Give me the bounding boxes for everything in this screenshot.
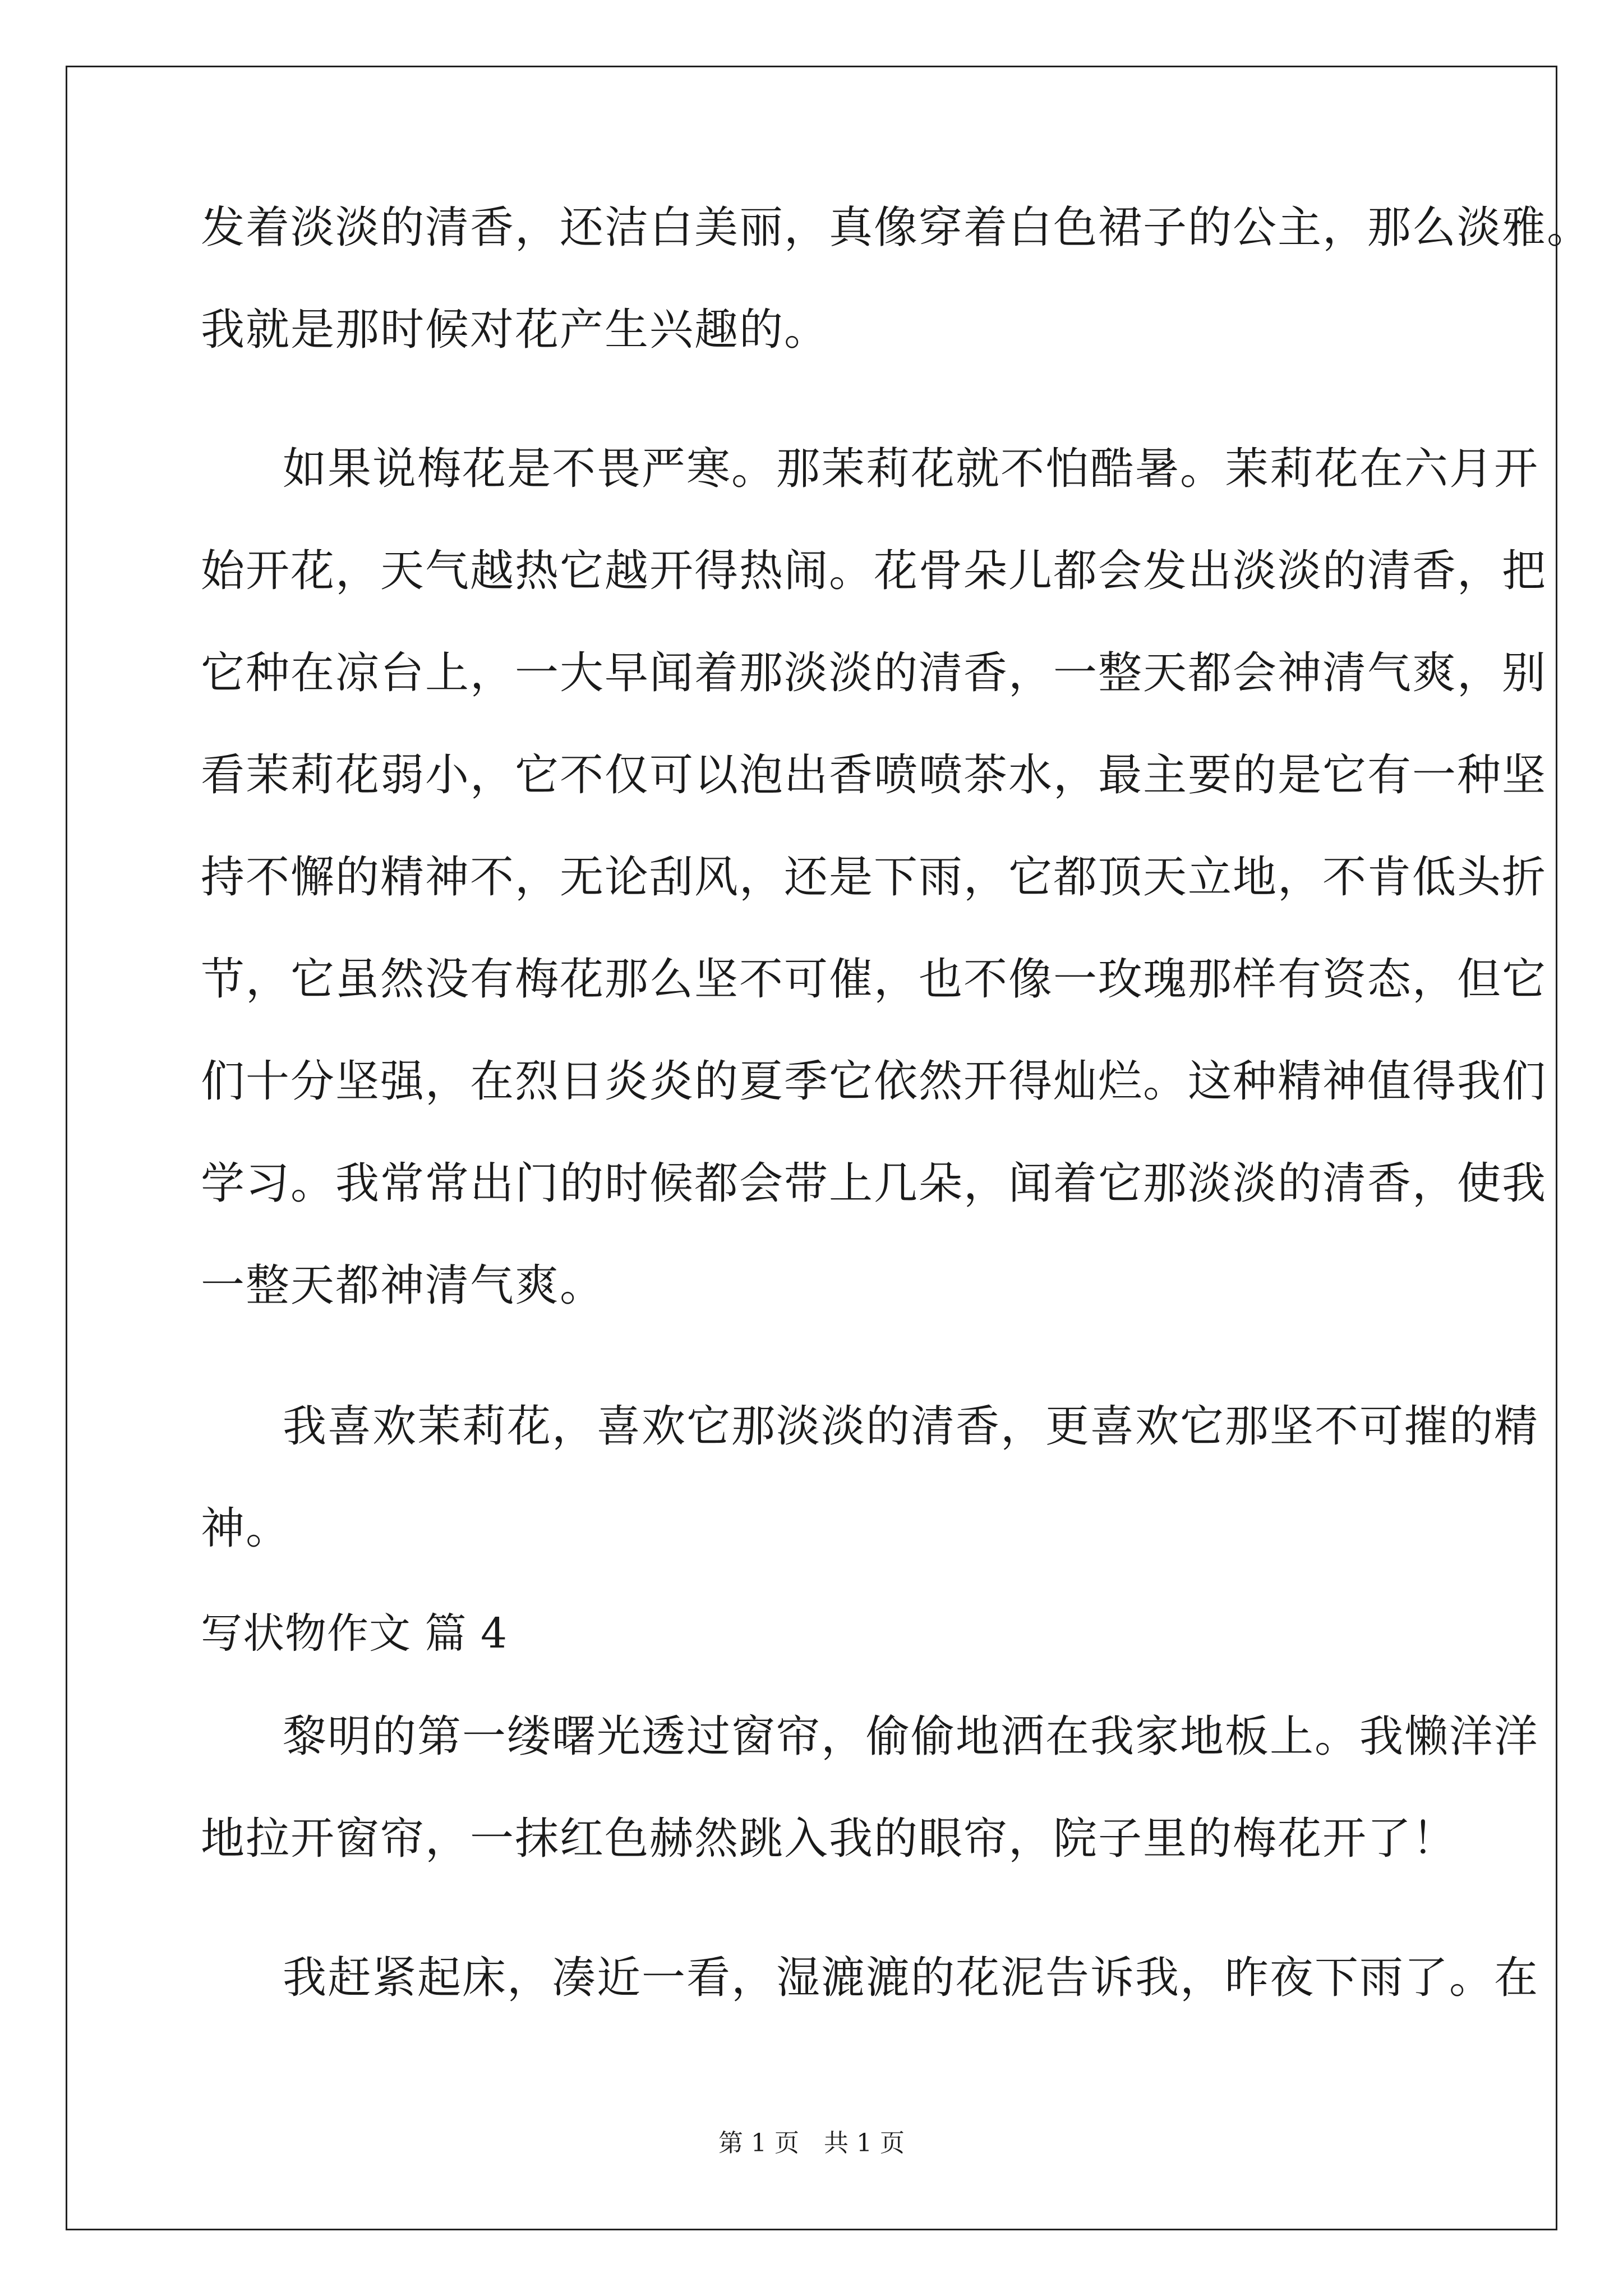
text-line: 节，它虽然没有梅花那么坚不可催，也不像一玫瑰那样有资态，但它 [201,954,1547,1005]
text-line: 看茉莉花弱小，它不仅可以泡出香喷喷茶水，最主要的是它有一种坚 [201,750,1547,800]
text-line: 发着淡淡的清香，还洁白美丽，真像穿着白色裙子的公主，那么淡雅。 [201,203,1592,253]
paragraph-start-line: 如果说梅花是不畏严寒。那茉莉花就不怕酷暑。茉莉花在六月开 [283,444,1539,494]
text-line: 始开花，天气越热它越开得热闹。花骨朵儿都会发出淡淡的清香，把 [201,546,1547,596]
text-line: 们十分坚强，在烈日炎炎的夏季它依然开得灿烂。这种精神值得我们 [201,1056,1547,1107]
paragraph-start-line: 黎明的第一缕曙光透过窗帘，偷偷地洒在我家地板上。我懒洋洋 [283,1711,1539,1762]
text-line: 一整天都神清气爽。 [201,1260,605,1311]
text-line: 学习。我常常出门的时候都会带上几朵，闻着它那淡淡的清香，使我 [201,1158,1547,1209]
paragraph-start-line: 我喜欢茉莉花，喜欢它那淡淡的清香，更喜欢它那坚不可摧的精 [283,1401,1539,1452]
text-line: 地拉开窗帘，一抹红色赫然跳入我的眼帘，院子里的梅花开了！ [201,1814,1458,1864]
text-line: 我就是那时候对花产生兴趣的。 [201,305,829,355]
section-heading: 写状物作文 篇 4 [201,1609,508,1658]
text-line: 持不懈的精神不，无论刮风，还是下雨，它都顶天立地，不肯低头折 [201,852,1547,903]
page-border [66,66,1557,2230]
paragraph-start-line: 我赶紧起床，凑近一看，湿漉漉的花泥告诉我，昨夜下雨了。在 [283,1953,1539,2003]
page-footer: 第 1 页 共 1 页 [718,2129,905,2157]
text-line: 它种在凉台上，一大早闻着那淡淡的清香，一整天都会神清气爽，别 [201,648,1547,698]
text-line: 神。 [201,1503,291,1554]
